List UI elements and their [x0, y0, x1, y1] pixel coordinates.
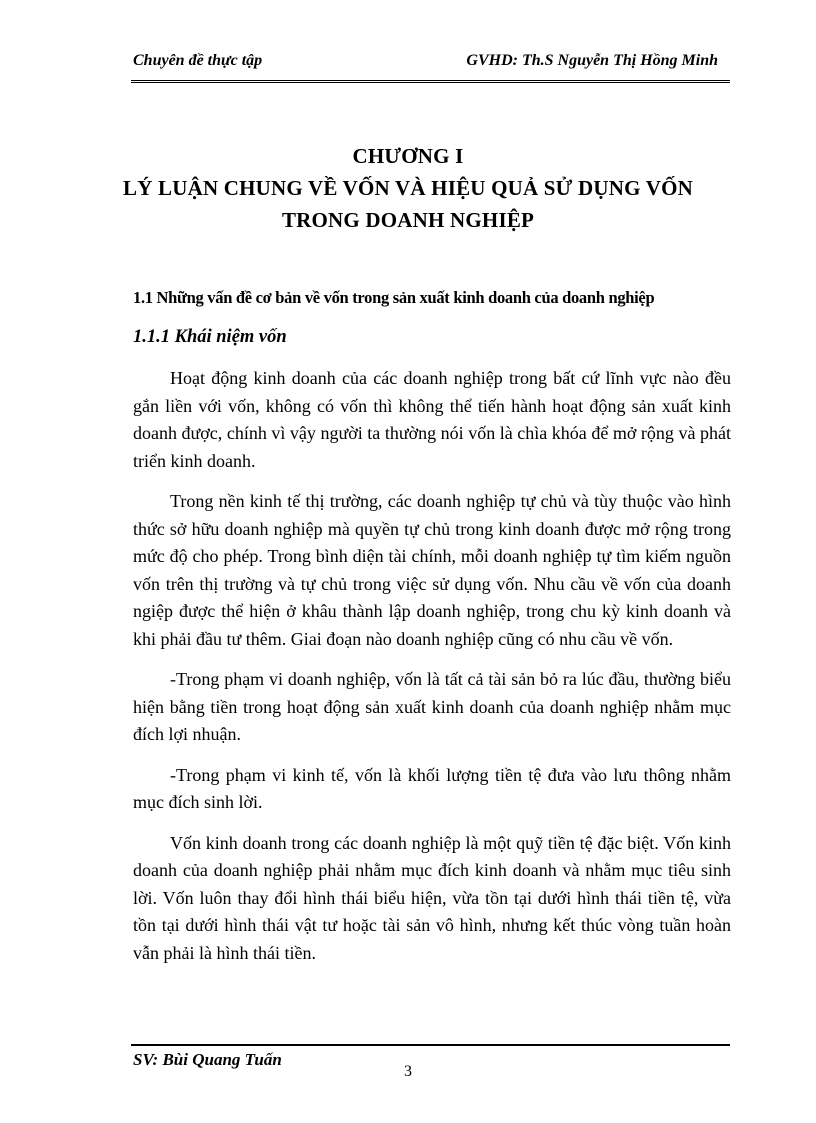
- section-heading: 1.1 Những vấn đề cơ bản về vốn trong sản xuất kinh doanh của doanh nghiệp: [133, 288, 655, 307]
- paragraph: Vốn kinh doanh trong các doanh nghiệp là một quỹ tiền tệ đặc biệt. Vốn kinh doanh của doanh nghiệp phải nhằm mục đích kinh doanh và nhằm mục tiêu sinh lời. Vốn luôn thay đổi hình thái biểu hiện, vừa tồn tại dưới hình thái tiền tệ, vừa tồn tại dưới hình thái vật tư hoặc tài sản vô hình, nhưng kết thúc vòng tuần hoàn vẫn phải là hình thái tiền.: [133, 832, 731, 963]
- paragraph: -Trong phạm vi doanh nghiệp, vốn là tất cả tài sản bỏ ra lúc đầu, thường biểu hiện bằng tiền trong hoạt động sản xuất kinh doanh của doanh nghiệp nhằm mục đích lợi nhuận.: [133, 669, 731, 744]
- paragraph: -Trong phạm vi kinh tế, vốn là khối lượng tiền tệ đưa vào lưu thông nhằm mục đích sinh lời.: [133, 764, 731, 812]
- subsection-heading: 1.1.1 Khái niệm vốn: [133, 327, 287, 347]
- footer-divider: [131, 1044, 730, 1046]
- page-number: 3: [404, 1063, 412, 1080]
- chapter-title-line-2: TRONG DOANH NGHIỆP: [281, 208, 535, 232]
- body-text: [133, 365, 731, 980]
- paragraph: Trong nền kinh tế thị trường, các doanh nghiệp tự chủ và tùy thuộc vào hình thức sở hữu doanh nghiệp mà quyền tự chủ trong kinh doanh được mở rộng trong mức độ cho phép. Trong bình diện tài chính, mỗi doanh nghiệp tự tìm kiếm nguồn vốn trên thị trường và tự chủ trong việc sử dụng vốn. Nhu cầu về vốn của doanh ngiệp được thể hiện ở khâu thành lập doanh nghiệp, trong chu kỳ kinh doanh và khi phải đầu tư thêm. Giai đoạn nào doanh nghiệp cũng có nhu cầu về vốn.: [133, 491, 731, 649]
- chapter-heading: [0, 140, 816, 236]
- paragraph: Hoạt động kinh doanh của các doanh nghiệp trong bất cứ lĩnh vực nào đều gắn liền với vốn, không có vốn thì không thể tiến hành hoạt động sản xuất kinh doanh được, chính vì vậy người ta thường nói vốn là chìa khóa để mở rộng và phát triển kinh doanh.: [133, 368, 731, 471]
- header-report-type: Chuyên đề thực tập: [133, 52, 263, 69]
- chapter-number: CHƯƠNG I: [352, 144, 464, 168]
- page-header: [131, 50, 730, 83]
- chapter-title-line-1: LÝ LUẬN CHUNG VỀ VỐN VÀ HIỆU QUẢ SỬ DỤNG VỐN: [122, 176, 694, 200]
- footer-student-name: SV: Bùi Quang Tuấn: [133, 1050, 282, 1069]
- header-supervisor: GVHD: Th.S Nguyễn Thị Hồng Minh: [466, 52, 718, 69]
